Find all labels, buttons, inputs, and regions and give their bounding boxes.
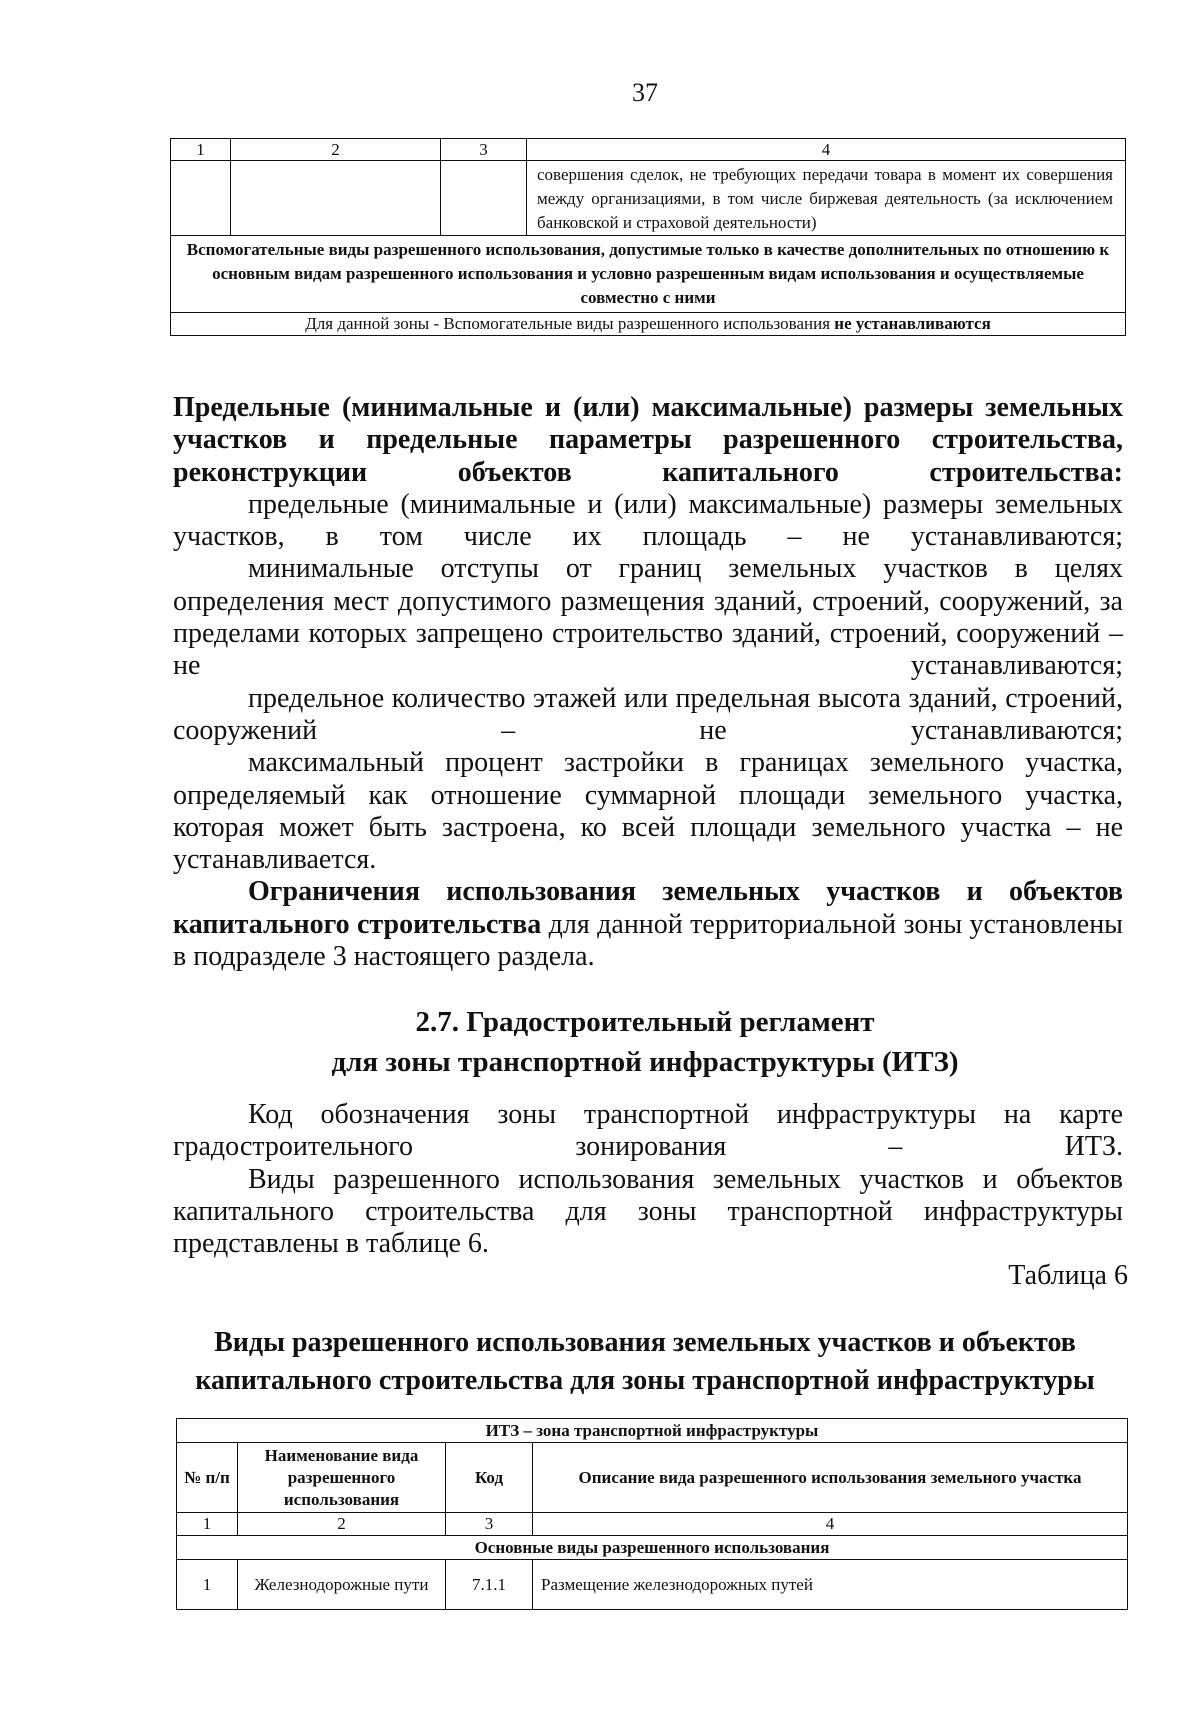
- column-number-row: [177, 1513, 1128, 1536]
- aux-note: [171, 313, 1126, 336]
- header-desc: Описание вида разрешенного использования земельного участка: [533, 1443, 1128, 1513]
- paragraph: предельные (минимальные и (или) максимальные) размеры земельных участков, в том числе их площадь – не устанавливаются;: [173, 488, 1123, 553]
- header-code: Код: [446, 1443, 533, 1513]
- column-number-row: [171, 139, 1126, 161]
- section-title-line: 2.7. Градостроительный регламент: [415, 1006, 875, 1038]
- table-row: [171, 161, 1126, 236]
- row-name: Железнодорожные пути: [238, 1560, 446, 1610]
- limits-heading: Предельные (минимальные и (или) максимальные) размеры земельных участков и предельные параметры разрешенного строительства, реконструкции объектов капитального строительства:: [173, 392, 1123, 488]
- row-num: 1: [177, 1560, 238, 1610]
- table-title-line: капитального строительства для зоны транспортной инфраструктуры: [195, 1365, 1095, 1396]
- header-name: Наименование вида разрешенного использования: [238, 1443, 446, 1513]
- main-section-title: Основные виды разрешенного использования: [177, 1536, 1128, 1560]
- row-desc: Размещение железнодорожных путей: [533, 1560, 1128, 1610]
- table-title: [0, 1324, 1200, 1400]
- restrictions-paragraph: [173, 876, 1123, 973]
- continued-table: [170, 138, 1126, 336]
- zone-title-row: [177, 1419, 1128, 1443]
- description-cell: совершения сделок, не требующих передачи товара в момент их совершения между организациями, в том числе биржевая деятельность (за исключением банковской и страховой деятельности): [527, 161, 1126, 236]
- section-text: [173, 1099, 1123, 1260]
- col-number: 4: [533, 1513, 1128, 1536]
- empty-cell: [231, 161, 441, 236]
- aux-note-bold: не устанавливаются: [834, 314, 991, 333]
- col-number: 3: [441, 139, 527, 161]
- paragraph: предельное количество этажей или предельная высота зданий, строений, сооружений – не устанавливаются;: [173, 682, 1123, 746]
- col-number: 1: [177, 1513, 238, 1536]
- paragraph: минимальные отступы от границ земельных участков в целях определения мест допустимого размещения зданий, строений, сооружений, за пределами которых запрещено строительство зданий, строений, сооружений – не устанавливаются;: [173, 553, 1123, 682]
- col-number: 2: [238, 1513, 446, 1536]
- header-num: № п/п: [177, 1443, 238, 1513]
- section-title: [0, 1002, 1200, 1082]
- limits-section: [173, 392, 1123, 973]
- row-code: 7.1.1: [446, 1560, 533, 1610]
- aux-header: Вспомогательные виды разрешенного использования, допустимые только в качестве дополнительных по отношению к основным видам разрешенного использования и условно разрешенным видам использования и осуществляемые совместно с ними: [171, 236, 1126, 313]
- paragraph: максимальный процент застройки в границах земельного участка, определяемый как отношение суммарной площади земельного участка, которая может быть застроена, ко всей площади земельного участка – не устанавливается.: [173, 747, 1123, 876]
- aux-header-row: [171, 236, 1126, 313]
- section-row: [177, 1536, 1128, 1560]
- table-label: Таблица 6: [1008, 1260, 1128, 1291]
- aux-note-row: [171, 313, 1126, 336]
- restrictions-bold: Ограничения использования земельных участков и объектов капитального строительства: [173, 876, 1123, 940]
- empty-cell: [171, 161, 231, 236]
- paragraph: Код обозначения зоны транспортной инфраструктуры на карте градостроительного зонирования – ИТЗ.: [173, 1099, 1123, 1163]
- col-number: 1: [171, 139, 231, 161]
- table-row: [177, 1560, 1128, 1610]
- col-number: 2: [231, 139, 441, 161]
- empty-cell: [441, 161, 527, 236]
- header-row: [177, 1443, 1128, 1513]
- aux-note-text: Для данной зоны - Вспомогательные виды разрешенного использования: [305, 314, 835, 333]
- page-number: 37: [632, 78, 658, 107]
- table-6: [176, 1418, 1128, 1610]
- paragraph: Виды разрешенного использования земельных участков и объектов капитального строительства для зоны транспортной инфраструктуры представлены в таблице 6.: [173, 1163, 1123, 1260]
- restrictions-text: для данной территориальной зоны установлены в подразделе 3 настоящего раздела.: [173, 908, 1123, 973]
- zone-title: ИТЗ – зона транспортной инфраструктуры: [177, 1419, 1128, 1443]
- section-title-line: для зоны транспортной инфраструктуры (ИТЗ): [331, 1046, 959, 1078]
- table-title-line: Виды разрешенного использования земельных участков и объектов: [214, 1327, 1076, 1358]
- col-number: 3: [446, 1513, 533, 1536]
- col-number: 4: [527, 139, 1126, 161]
